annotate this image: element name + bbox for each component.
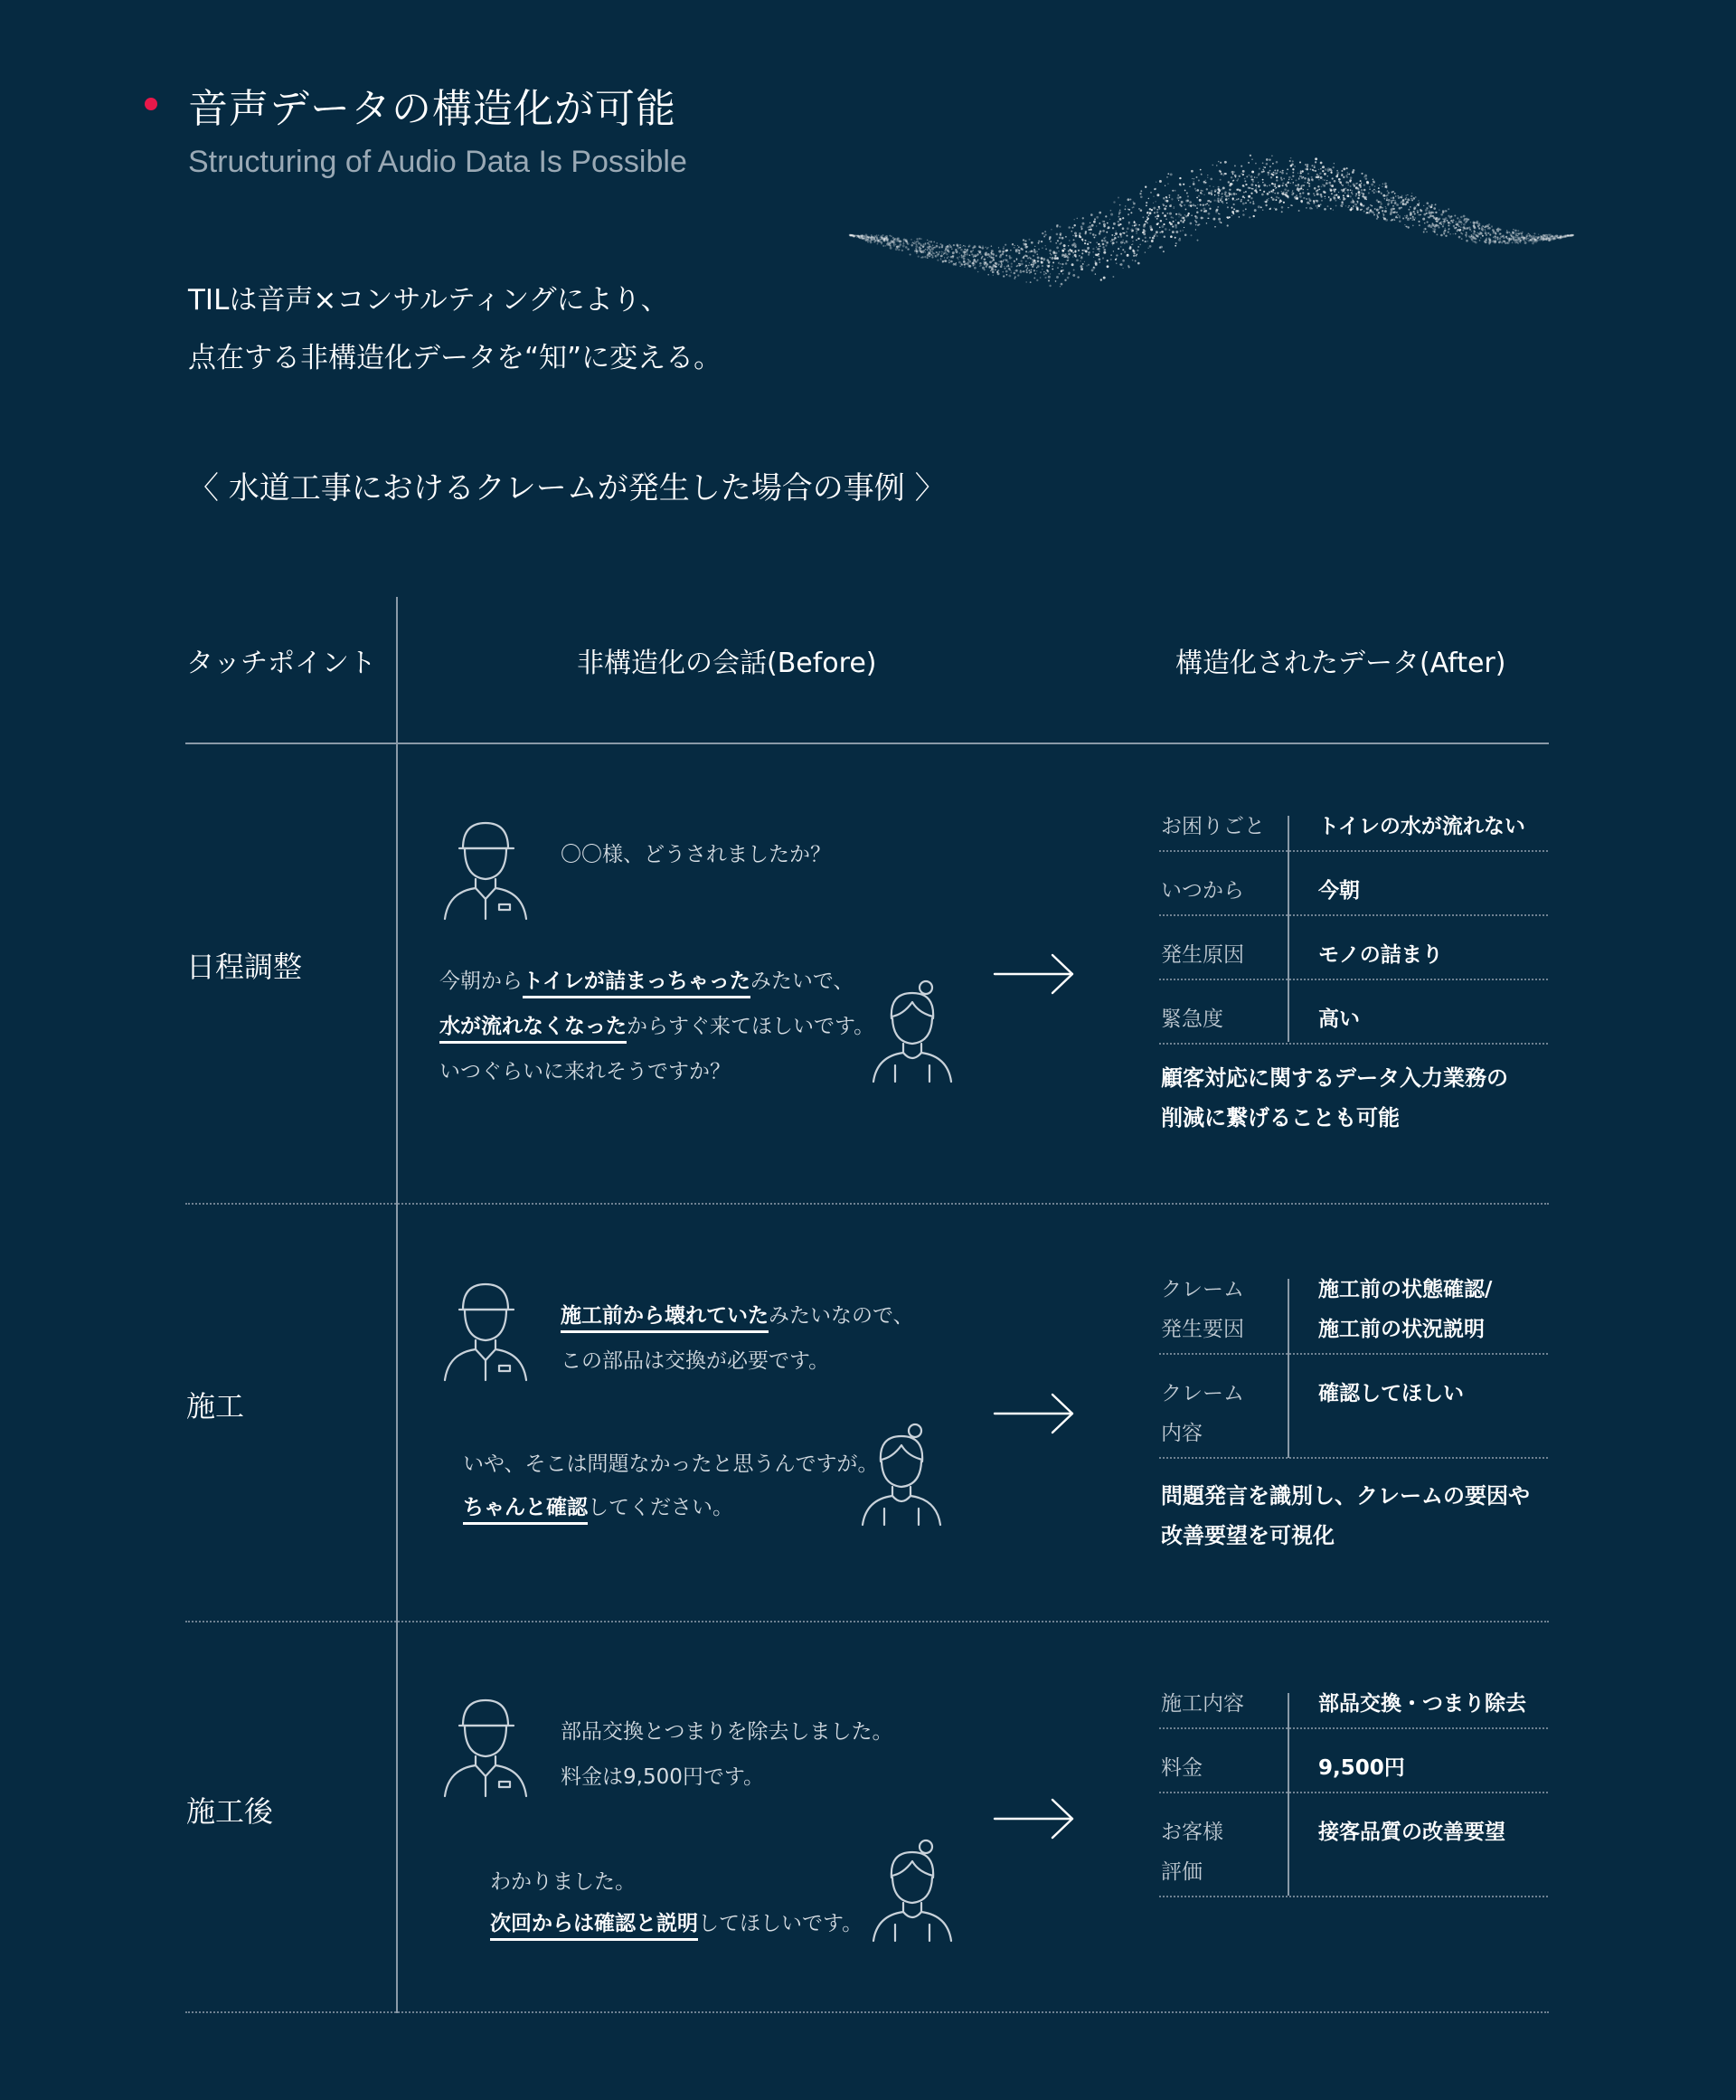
data-row: クレーム 内容 確認してほしい: [1159, 1374, 1548, 1459]
customer-utterance-line2: 次回からは確認と説明してほしいです。: [490, 1906, 863, 1936]
sound-wave-graphic: [832, 99, 1591, 353]
accent-dot: [145, 98, 157, 110]
data-row: いつから 今朝: [1159, 871, 1548, 916]
staff-utterance-line1: 部品交換とつまりを除去しました。: [561, 1720, 893, 1744]
touchpoint-scheduling: 日程調整: [186, 950, 303, 984]
row-divider: [185, 1621, 1549, 1622]
header-touchpoint: タッチポイント: [186, 648, 376, 679]
staff-utterance-line2: 料金は9,500円です。: [561, 1765, 765, 1789]
staff-utterance-line2: この部品は交換が必要です。: [561, 1349, 830, 1373]
touchpoint-after-construction: 施工後: [186, 1794, 274, 1829]
customer-utterance-line1: 今朝からトイレが詰まっちゃったみたいで、: [439, 964, 854, 994]
data-row: 発生原因 モノの詰まり: [1159, 935, 1548, 980]
staff-icon: [436, 1273, 535, 1382]
section-subtitle: Structuring of Audio Data Is Possible: [188, 145, 687, 179]
data-row: お客様 評価 接客品質の改善要望: [1159, 1812, 1548, 1897]
header-before: 非構造化の会話(Before): [577, 648, 877, 679]
staff-icon: [436, 812, 535, 921]
staff-icon: [436, 1689, 535, 1798]
customer-utterance-line1: わかりました。: [490, 1870, 636, 1894]
section-title: 音声データの構造化が可能: [188, 86, 676, 132]
customer-utterance-line2: ちゃんと確認してください。: [463, 1490, 733, 1520]
data-row: クレーム 発生要因 施工前の状態確認/ 施工前の状況説明: [1159, 1270, 1548, 1355]
staff-utterance: 〇〇様、どうされましたか？: [561, 843, 831, 866]
data-summary-line1: 問題発言を識別し、クレームの要因や: [1161, 1483, 1530, 1509]
customer-utterance-line1: いや、そこは問題なかったと思うんですが。: [463, 1452, 879, 1476]
arrow-icon: [993, 951, 1076, 997]
column-divider: [396, 597, 398, 2013]
lead-line-1: TILは音声×コンサルティングにより、: [188, 284, 669, 317]
arrow-icon: [993, 1391, 1076, 1436]
lead-line-2: 点在する非構造化データを“知”に変える。: [188, 342, 722, 374]
customer-icon: [863, 975, 962, 1083]
staff-utterance-line1: 施工前から壊れていたみたいなので、: [561, 1299, 914, 1329]
customer-icon: [863, 1834, 962, 1943]
data-row: 料金 9,500円: [1159, 1748, 1548, 1793]
row-divider: [185, 2011, 1549, 2013]
header-after: 構造化されたデータ(After): [1175, 648, 1506, 679]
data-row: 施工内容 部品交換・つまり除去: [1159, 1684, 1548, 1729]
header-divider: [185, 743, 1549, 744]
case-title: 〈 水道工事におけるクレームが発生した場合の事例 〉: [188, 470, 946, 506]
data-summary-line2: 削減に繋げることも可能: [1161, 1105, 1400, 1130]
customer-utterance-line3: いつぐらいに来れそうですか？: [439, 1060, 731, 1083]
data-summary-line2: 改善要望を可視化: [1161, 1523, 1335, 1548]
arrow-icon: [993, 1796, 1076, 1841]
data-row: 緊急度 高い: [1159, 999, 1548, 1045]
customer-icon: [852, 1418, 951, 1527]
touchpoint-construction: 施工: [186, 1389, 245, 1424]
row-divider: [185, 1203, 1549, 1205]
data-row: お困りごと トイレの水が流れない: [1159, 807, 1548, 852]
customer-utterance-line2: 水が流れなくなったからすぐ来てほしいです。: [439, 1009, 874, 1039]
data-summary-line1: 顧客対応に関するデータ入力業務の: [1161, 1065, 1508, 1091]
